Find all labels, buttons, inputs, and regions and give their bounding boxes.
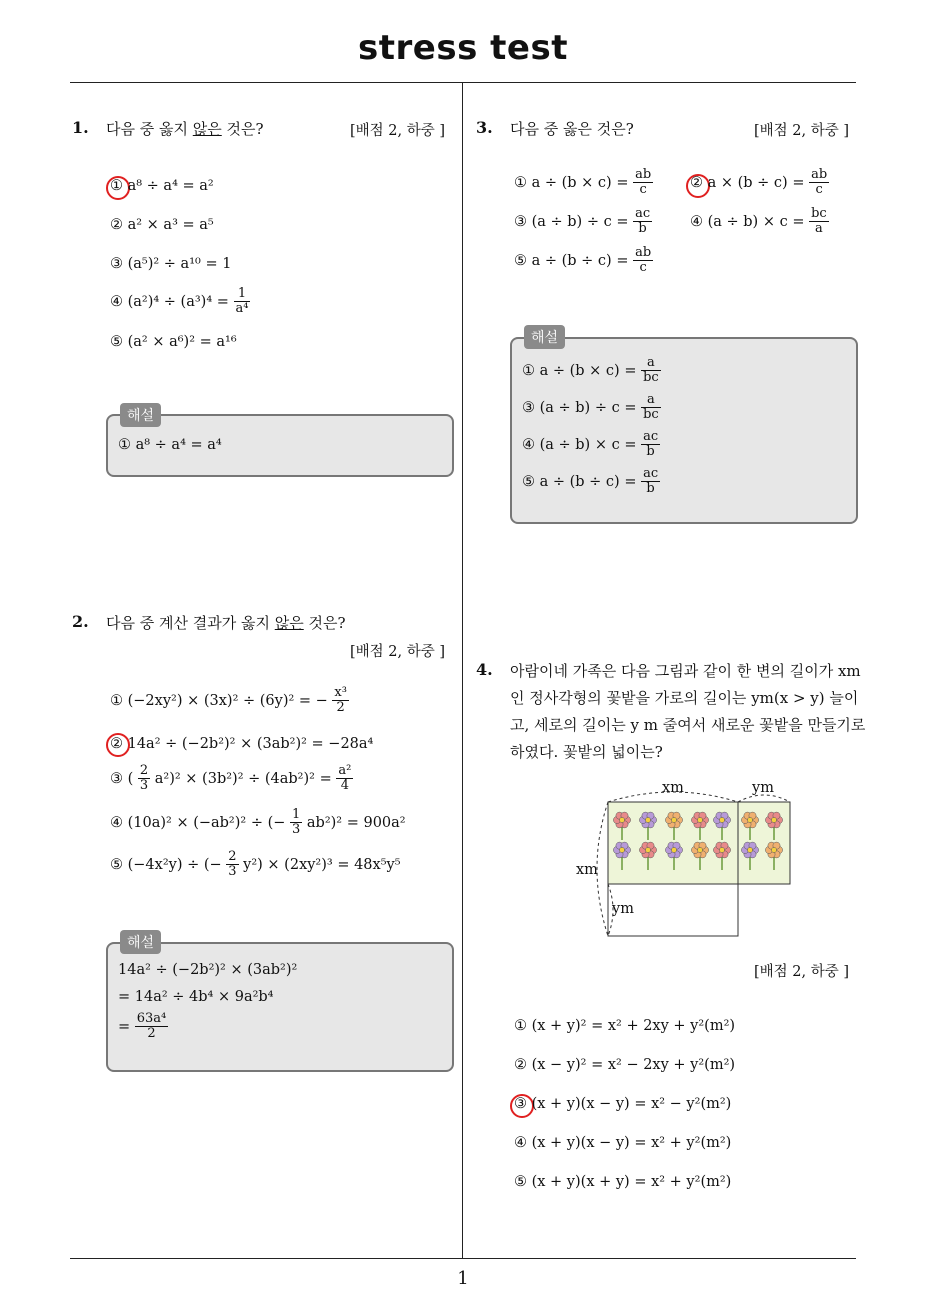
choice-5[interactable]	[110, 850, 401, 880]
fraction-denominator: b	[646, 481, 655, 497]
fraction	[809, 168, 829, 198]
question-number: 2.	[72, 612, 89, 631]
fraction-denominator: c	[639, 182, 647, 198]
fraction-numerator: ab	[635, 167, 652, 182]
fraction-denominator: a	[815, 221, 823, 237]
question-text-line: 인 정사각형의 꽃밭을 가로의 길이는 ym(x > y) 늘이	[510, 689, 859, 707]
fraction	[138, 764, 150, 794]
fraction-denominator: b	[646, 444, 655, 460]
fraction-denominator: b	[638, 221, 647, 237]
fraction-denominator: c	[639, 260, 647, 276]
choice-text: ② a × (b ÷ c) =	[690, 174, 805, 191]
score-label: [배점 2, 하중 ]	[754, 123, 850, 139]
solution-text: ④ (a ÷ b) × c =	[522, 436, 637, 453]
fraction-numerator: x³	[334, 685, 347, 700]
fraction-numerator: ac	[643, 429, 659, 444]
fraction-numerator: 1	[292, 807, 301, 822]
choice-2[interactable]: ② (x − y)² = x² − 2xy + y²(m²)	[514, 1057, 736, 1073]
figure-label-top-x: xm	[662, 780, 684, 796]
fraction	[809, 207, 829, 237]
choice-text: ③ (a ÷ b) ÷ c =	[514, 213, 629, 230]
figure-label-inner-y: ym	[612, 901, 634, 917]
fraction-denominator: 2	[147, 1026, 156, 1042]
choice-1[interactable]	[514, 168, 653, 198]
fraction	[332, 686, 349, 716]
fraction	[633, 246, 653, 276]
figure-label-left-x: xm	[576, 862, 598, 878]
solution-text: =	[118, 1018, 131, 1035]
choice-2[interactable]	[690, 168, 829, 198]
choice-4[interactable]	[690, 207, 829, 237]
choice-text: a²)² × (3b²)² ÷ (4ab²)² =	[154, 770, 332, 787]
question-text	[106, 612, 346, 633]
solution-tag: 해설	[120, 403, 161, 427]
choice-4[interactable]: ④ (x + y)(x − y) = x² + y²(m²)	[514, 1135, 732, 1151]
fraction	[633, 207, 652, 237]
fraction-numerator: a²	[338, 763, 352, 778]
page-title: stress test	[358, 28, 568, 68]
choice-4[interactable]	[110, 287, 250, 317]
fraction-numerator: ab	[635, 245, 652, 260]
choice-text: ① (−2xy²) × (3x)² ÷ (6y)² = −	[110, 692, 328, 709]
choice-text: ab²)² = 900a²	[306, 814, 406, 831]
choice-text: ③ (	[110, 770, 134, 787]
fraction	[234, 287, 251, 317]
text-part: 것은?	[221, 120, 264, 138]
top-y-brace	[738, 795, 790, 802]
solution-line	[522, 356, 661, 386]
fraction-denominator: a⁴	[235, 301, 249, 317]
question-number: 4.	[476, 660, 493, 679]
question-number: 3.	[476, 118, 493, 137]
solution-line: = 14a² ÷ 4b⁴ × 9a²b⁴	[118, 989, 274, 1005]
fraction-numerator: ac	[643, 466, 659, 481]
flower-garden-figure	[570, 776, 810, 942]
text-part: 다음 중 계산 결과가 옳지	[106, 614, 275, 632]
choice-3[interactable]: ③ (x + y)(x − y) = x² − y²(m²)	[514, 1096, 732, 1112]
choice-2[interactable]: ② 14a² ÷ (−2b²)² × (3ab²)² = −28a⁴	[110, 736, 374, 752]
choice-text: ④ (10a)² × (−ab²)² ÷ (−	[110, 814, 286, 831]
question-number: 1.	[72, 118, 89, 137]
fraction	[641, 430, 660, 460]
choice-1[interactable]: ① a⁸ ÷ a⁴ = a²	[110, 178, 214, 194]
solution-line	[522, 430, 660, 460]
question-text-line: 하였다. 꽃밭의 넓이는?	[510, 743, 663, 761]
text-part: 다음 중 옳지	[106, 120, 193, 138]
solution-line	[118, 1012, 168, 1042]
fraction	[641, 467, 660, 497]
choice-text: ⑤ a ÷ (b ÷ c) =	[514, 252, 629, 269]
fraction-denominator: 4	[340, 778, 349, 794]
solution-line	[522, 393, 661, 423]
choice-text: ⑤ (−4x²y) ÷ (−	[110, 856, 222, 873]
choice-3[interactable]	[110, 764, 353, 794]
question-text-line: 아람이네 가족은 다음 그림과 같이 한 변의 길이가 xm	[510, 662, 861, 680]
choice-3[interactable]	[514, 207, 652, 237]
left-x-brace	[597, 802, 608, 936]
fraction-denominator: 2	[336, 700, 345, 716]
choice-1[interactable]	[110, 686, 349, 716]
choice-5[interactable]: ⑤ (a² × a⁶)² = a¹⁶	[110, 334, 237, 350]
text-part: 것은?	[303, 614, 346, 632]
header-rule	[70, 82, 856, 83]
fraction-numerator: a	[641, 356, 661, 371]
solution-text: ① a ÷ (b × c) =	[522, 362, 637, 379]
fraction	[226, 850, 238, 880]
fraction-denominator: c	[815, 182, 823, 198]
footer-rule	[70, 1258, 856, 1259]
choice-text: ④ (a²)⁴ ÷ (a³)⁴ =	[110, 293, 229, 310]
choice-2[interactable]: ② a² × a³ = a⁵	[110, 217, 214, 233]
fraction-numerator: 2	[228, 849, 237, 864]
fraction-denominator: bc	[643, 407, 659, 423]
underlined-text: 않은	[192, 120, 222, 138]
solution-text: ⑤ a ÷ (b ÷ c) =	[522, 473, 637, 490]
choice-4[interactable]	[110, 808, 406, 838]
choice-text: y²) × (2xy²)³ = 48x⁵y⁵	[243, 856, 401, 873]
question-text: 다음 중 옳은 것은?	[510, 120, 634, 138]
fraction	[641, 356, 661, 386]
fraction-numerator: ab	[811, 167, 828, 182]
choice-text: ④ (a ÷ b) × c =	[690, 213, 805, 230]
solution-tag: 해설	[524, 325, 565, 349]
fraction-denominator: bc	[643, 370, 659, 386]
column-divider	[462, 83, 463, 1259]
score-label: [배점 2, 하중 ]	[350, 123, 446, 139]
solution-line: 14a² ÷ (−2b²)² × (3ab²)²	[118, 962, 298, 978]
fraction-numerator: ac	[635, 206, 651, 221]
fraction-numerator: 63a⁴	[136, 1011, 167, 1026]
solution-line: ① a⁸ ÷ a⁴ = a⁴	[118, 437, 222, 453]
fraction	[336, 764, 353, 794]
solution-text: ③ (a ÷ b) ÷ c =	[522, 399, 637, 416]
choice-1[interactable]: ① (x + y)² = x² + 2xy + y²(m²)	[514, 1018, 736, 1034]
solution-tag: 해설	[120, 930, 161, 954]
solution-line	[522, 467, 660, 497]
fraction-numerator: a	[641, 393, 661, 408]
fraction-denominator: 3	[292, 822, 301, 838]
choice-5[interactable]: ⑤ (x + y)(x + y) = x² + y²(m²)	[514, 1174, 732, 1190]
question-text-line: 고, 세로의 길이는 y m 줄여서 새로운 꽃밭을 만들기로	[510, 716, 866, 734]
score-label: [배점 2, 하중 ]	[350, 644, 446, 660]
fraction	[633, 168, 653, 198]
choice-3[interactable]: ③ (a⁵)² ÷ a¹⁰ = 1	[110, 256, 232, 272]
fraction	[135, 1012, 169, 1042]
fraction-denominator: 3	[228, 864, 237, 880]
fraction-denominator: 3	[139, 778, 149, 794]
score-label: [배점 2, 하중 ]	[754, 964, 850, 980]
fraction-numerator: 1	[234, 287, 251, 302]
fraction	[290, 808, 302, 838]
question-text	[106, 118, 264, 139]
fraction-numerator: bc	[811, 206, 827, 221]
figure-label-top-y: ym	[752, 780, 774, 796]
choice-5[interactable]	[514, 246, 653, 276]
page-number: 1	[457, 1268, 469, 1289]
fraction	[641, 393, 661, 423]
fraction-numerator: 2	[139, 763, 149, 778]
choice-text: ① a ÷ (b × c) =	[514, 174, 629, 191]
underlined-text: 않은	[274, 614, 304, 632]
